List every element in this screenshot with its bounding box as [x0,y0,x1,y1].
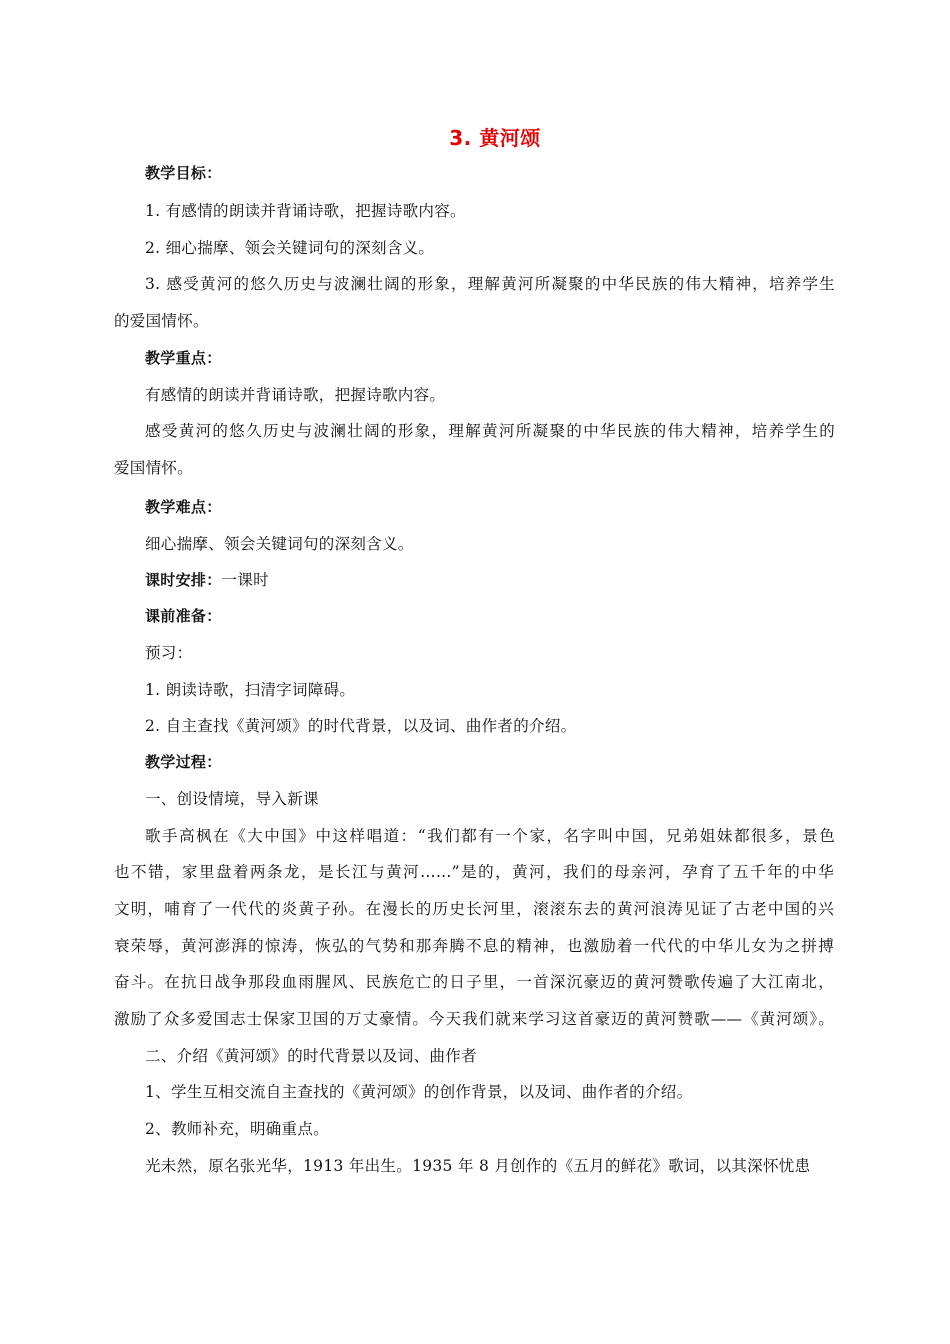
key-point-item: 有感情的朗读并背诵诗歌，把握诗歌内容。 [145,386,446,404]
schedule-label: 课时安排： [145,571,222,589]
process-paragraph-line: 激励了众多爱国志士保家卫国的万丈豪情。今天我们就来学习这首豪迈的黄河赞歌——《黄河颂》。 [114,1010,834,1028]
preparation-item: 1. 朗读诗歌，扫清字词障碍。 [145,681,356,699]
schedule-value: 一课时 [221,571,269,589]
preparation-item: 预习： [145,644,193,662]
objective-item-continued: 的爱国情怀。 [114,312,209,330]
process-item: 2、教师补充，明确重点。 [145,1120,329,1138]
process-heading: 教学过程： [145,753,222,771]
document-title: 3. 黄河颂 [449,126,541,150]
preparation-heading: 课前准备： [145,607,222,625]
objectives-heading: 教学目标： [145,164,222,182]
process-paragraph-line: 光未然，原名张光华，1913 年出生。1935 年 8 月创作的《五月的鲜花》歌词，以其深怀忧患 [145,1157,811,1175]
preparation-item: 2. 自主查找《黄河颂》的时代背景，以及词、曲作者的介绍。 [145,717,577,735]
process-paragraph-line: 歌手高枫在《大中国》中这样唱道：“我们都有一个家，名字叫中国，兄弟姐妹都很多，景色 [145,827,835,845]
difficulty-item: 细心揣摩、领会关键词句的深刻含义。 [145,535,414,553]
process-paragraph-line: 也不错，家里盘着两条龙，是长江与黄河……”是的，黄河，我们的母亲河，孕育了五千年的中华 [114,863,834,881]
process-paragraph-line: 奋斗。在抗日战争那段血雨腥风、民族危亡的日子里，一首深沉豪迈的黄河赞歌传遍了大江南北， [114,973,834,991]
schedule-line [145,570,269,590]
process-paragraph-line: 衰荣辱，黄河澎湃的惊涛，恢弘的气势和那奔腾不息的精神，也激励着一代代的中华儿女为之拼搏 [114,937,834,955]
objective-item: 1. 有感情的朗读并背诵诗歌，把握诗歌内容。 [145,202,466,220]
process-paragraph-line: 文明，哺育了一代代的炎黄子孙。在漫长的历史长河里，滚滚东去的黄河浪涛见证了古老中国的兴 [114,900,834,918]
key-points-heading: 教学重点： [145,349,222,367]
process-section-title: 一、创设情境，导入新课 [145,790,319,808]
key-point-item-continued: 爱国情怀。 [114,459,194,477]
objective-item: 2. 细心揣摩、领会关键词句的深刻含义。 [145,239,435,257]
process-section-title: 二、介绍《黄河颂》的时代背景以及词、曲作者 [145,1047,477,1065]
process-item: 1、学生互相交流自主查找的《黄河颂》的创作背景，以及词、曲作者的介绍。 [145,1083,693,1101]
objective-item: 3. 感受黄河的悠久历史与波澜壮阔的形象，理解黄河所凝聚的中华民族的伟大精神，培养学生 [145,275,835,293]
difficulties-heading: 教学难点： [145,498,222,516]
key-point-item: 感受黄河的悠久历史与波澜壮阔的形象，理解黄河所凝聚的中华民族的伟大精神，培养学生的 [145,422,835,440]
